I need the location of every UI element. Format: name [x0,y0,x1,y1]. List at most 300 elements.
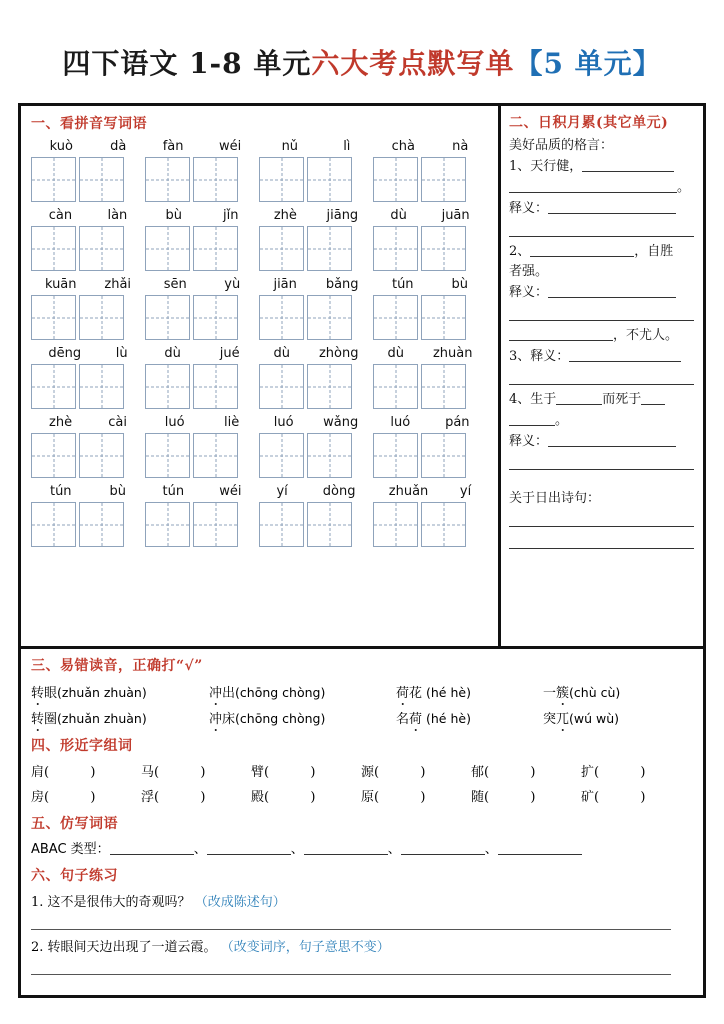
pinyin-word-group [259,346,373,409]
item-2-end-blank[interactable] [509,328,613,341]
character-grid-box[interactable] [307,364,352,409]
item-2-meaning-line [509,285,695,299]
pinyin-row [31,484,498,547]
pinyin-syllable: juān [441,208,470,223]
section-6-questions [31,891,693,975]
character: 出 [222,686,236,701]
pinyin-syllable: zhè [49,415,73,430]
pronunciation-choice-item[interactable] [543,682,693,701]
character-grid-box[interactable] [31,502,76,547]
character-box-pair [145,226,259,271]
answer-parentheses[interactable]: ( ) [44,790,107,805]
character-box-pair [31,226,145,271]
character: 马 [141,765,155,780]
item-2-blank[interactable] [530,244,634,257]
dotted-character: 冲 [209,682,222,701]
character-box-pair [259,157,373,202]
character-grid-box[interactable] [259,157,304,202]
character-grid-box[interactable] [31,433,76,478]
pinyin-labels [259,346,373,361]
character-grid-box[interactable] [307,433,352,478]
pinyin-word-group [373,139,487,202]
character-grid-box[interactable] [259,433,304,478]
character: 圈 [44,712,58,727]
item-1-label: 1、天行健， [509,159,583,174]
pinyin-word-group [145,139,259,202]
pronunciation-row [31,708,693,727]
pinyin-syllable: dù [390,208,407,223]
dotted-character: 兀 [556,708,569,727]
pinyin-syllable: wǎng [323,415,359,430]
pinyin-syllable: tún [162,484,185,499]
pinyin-syllable: càn [48,208,73,223]
character: 肩 [31,765,45,780]
character-box-pair [373,364,487,409]
character: 名 [396,712,410,727]
section-3-rows [31,682,693,727]
question-number: 2. [31,940,48,955]
pinyin-labels [31,139,145,154]
pinyin-word-group [145,415,259,478]
character: 随 [471,790,485,805]
item-3-blank-2[interactable] [509,372,694,385]
character-box-pair [31,364,145,409]
character-grid-box[interactable] [259,295,304,340]
pinyin-word-group [145,277,259,340]
item-2-tail2: 者强。 [509,264,549,279]
character-box-pair [259,226,373,271]
section-2-prompt: 美好品质的格言： [509,138,614,153]
pinyin-labels [259,277,373,292]
pinyin-row [31,415,498,478]
poem-label: 关于日出诗句： [509,491,601,506]
character: 突 [543,712,557,727]
item-2-meaning-blank[interactable] [548,285,676,298]
answer-line[interactable] [31,910,671,930]
title-segment-blue: 【5 单元】 [514,47,662,80]
pinyin-labels [145,484,259,499]
item-2-label: 2、 [509,244,531,259]
pronunciation-choice-item[interactable] [209,708,396,727]
character: 臂 [251,765,265,780]
character-grid-box[interactable] [373,433,418,478]
item-4-blank-2[interactable] [641,392,665,405]
pinyin-labels [31,484,145,499]
pinyin-syllable: lì [343,139,351,154]
abac-blank[interactable] [401,842,485,855]
pinyin-syllable: liè [224,415,240,430]
similar-character-item[interactable] [471,761,581,780]
character-grid-box[interactable] [259,364,304,409]
similar-character-item[interactable] [581,761,691,780]
item-2-tail: ，自胜 [634,244,674,259]
similar-character-item[interactable] [141,786,251,805]
pinyin-labels [145,346,259,361]
pronunciation-choice-item[interactable] [543,708,693,727]
pinyin-labels [145,415,259,430]
character-grid-box[interactable] [79,502,124,547]
character-grid-box[interactable] [31,226,76,271]
similar-character-item[interactable] [141,761,251,780]
pinyin-syllable: zhuàn [432,346,473,361]
section-4-rows [31,761,693,805]
abac-label: ABAC 类型： [31,842,110,857]
question-hint: （改变词序，句子意思不变） [220,940,390,955]
character: 浮 [141,790,155,805]
question-hint: （改成陈述句） [194,895,286,910]
character-grid-box[interactable] [421,226,466,271]
section-6-heading: 六、句子练习 [31,868,118,884]
pinyin-labels [259,484,373,499]
character: 花 [409,686,423,701]
character-grid-box[interactable] [79,226,124,271]
pinyin-syllable: lù [115,346,128,361]
answer-line[interactable] [31,955,671,975]
abac-blank[interactable] [498,842,582,855]
pinyin-syllable: dù [164,346,181,361]
character-box-pair [373,226,487,271]
pinyin-syllable: yù [224,277,241,292]
dotted-character: 荷 [396,682,409,701]
pinyin-syllable: bù [451,277,468,292]
character-box-pair [31,433,145,478]
character: 眼 [44,686,58,701]
answer-parentheses[interactable]: ( ) [44,765,107,780]
character-grid-box[interactable] [421,157,466,202]
character-grid-box[interactable] [373,226,418,271]
pinyin-syllable: zhuǎn [388,484,429,499]
pronunciation-choice-item[interactable] [209,682,396,701]
pinyin-syllable: wéi [219,484,242,499]
item-1-line [509,159,695,173]
pinyin-syllable: wéi [219,139,242,154]
character-grid-box[interactable] [421,433,466,478]
section-3-pronunciation [31,655,693,727]
pronunciation-choice-item[interactable] [396,682,543,701]
character: 殿 [251,790,265,805]
section-2-heading: 二、日积月累(其它单元) [509,115,669,131]
answer-parentheses[interactable]: ( ) [374,790,437,805]
pinyin-options[interactable]: (wú wù) [569,711,620,726]
pinyin-word-group [31,346,145,409]
pinyin-syllable: zhòng [318,346,359,361]
section-1-heading: 一、看拼音写词语 [31,116,147,132]
pinyin-syllable: bǎng [325,277,359,292]
dotted-character: 冲 [209,708,222,727]
item-3-line [509,349,695,363]
poem-blank-2[interactable] [509,536,694,549]
pronunciation-choice-item[interactable] [31,708,209,727]
pinyin-row [31,277,498,340]
character-grid-box[interactable] [193,226,238,271]
pinyin-syllable: bù [109,484,126,499]
character-grid-box[interactable] [307,226,352,271]
item-4-meaning-line [509,434,695,448]
pinyin-grid-container [31,139,498,547]
pinyin-syllable: cài [108,415,127,430]
character-grid-box[interactable] [145,502,190,547]
pinyin-syllable: tún [49,484,72,499]
pinyin-syllable: pán [445,415,470,430]
pinyin-syllable: jué [219,346,240,361]
character: 矿 [581,790,595,805]
pinyin-labels [31,277,145,292]
pinyin-syllable: zhè [273,208,297,223]
pinyin-syllable: dù [273,346,290,361]
pinyin-word-group [259,277,373,340]
character-grid-box[interactable] [145,157,190,202]
item-1-continuation [509,180,695,194]
similar-character-item[interactable] [31,786,141,805]
character-grid-box[interactable] [373,364,418,409]
item-2-line [509,244,695,258]
section-5-word-imitation [31,813,693,857]
character-grid-box[interactable] [307,157,352,202]
pinyin-syllable: zhǎi [104,277,132,292]
character-grid-box[interactable] [373,295,418,340]
item-1-end: 。 [677,180,691,195]
character: 房 [31,790,45,805]
character-grid-box[interactable] [31,295,76,340]
pinyin-options[interactable]: (chōng chòng) [235,685,326,700]
character-grid-box[interactable] [421,502,466,547]
section-3-heading: 三、易错读音，正确打“√” [31,658,203,674]
dotted-character: 转 [31,682,44,701]
similar-character-item[interactable] [581,786,691,805]
character-box-pair [145,157,259,202]
dotted-character: 荷 [409,708,422,727]
answer-parentheses[interactable]: ( ) [594,765,657,780]
character-box-pair [31,157,145,202]
pinyin-syllable: luó [164,415,185,430]
item-1-blank[interactable] [582,159,674,172]
pinyin-word-group [31,484,145,547]
answer-parentheses[interactable]: ( ) [154,790,217,805]
item-4-mid: 而死于 [602,392,642,407]
pinyin-labels [145,139,259,154]
pinyin-labels [31,208,145,223]
item-3-blank[interactable] [569,349,681,362]
pinyin-options[interactable]: (chōng chòng) [235,711,326,726]
section-2-daily-accumulation [501,106,703,646]
character-grid-box[interactable] [193,364,238,409]
blank-separator: 、 [290,842,304,857]
meaning-label-2: 释义： [509,285,549,300]
similar-character-row [31,761,693,780]
pinyin-options[interactable]: (hé hè) [422,685,471,700]
pinyin-syllable: yí [459,484,472,499]
pinyin-word-group [259,415,373,478]
meaning-label-4: 释义： [509,434,549,449]
item-4-continuation [509,413,695,427]
pinyin-labels [373,415,487,430]
character-grid-box[interactable] [145,226,190,271]
character-grid-box[interactable] [193,295,238,340]
pinyin-word-group [145,208,259,271]
item-2-end-tail: ，不尤人。 [613,328,679,343]
answer-parentheses[interactable]: ( ) [484,790,547,805]
character-grid-box[interactable] [145,364,190,409]
character-box-pair [31,295,145,340]
character-box-pair [145,502,259,547]
pinyin-row [31,208,498,271]
pinyin-labels [373,346,487,361]
answer-parentheses[interactable]: ( ) [594,790,657,805]
answer-parentheses[interactable]: ( ) [484,765,547,780]
character-grid-box[interactable] [79,295,124,340]
blank-separator: 、 [484,842,498,857]
dotted-character: 转 [31,708,44,727]
pinyin-syllable: dēng [48,346,82,361]
item-4-blank-1[interactable] [556,392,602,405]
section-4-similar-characters [31,735,693,805]
item-4-meaning-blank-2[interactable] [509,457,694,470]
top-area [21,106,703,646]
character-grid-box[interactable] [193,502,238,547]
character-grid-box[interactable] [307,502,352,547]
similar-character-row [31,786,693,805]
character-grid-box[interactable] [421,295,466,340]
character-grid-box[interactable] [373,157,418,202]
pinyin-word-group [31,415,145,478]
pinyin-options[interactable]: (zhuǎn zhuàn) [57,711,147,726]
answer-parentheses[interactable]: ( ) [374,765,437,780]
pinyin-word-group [259,139,373,202]
pinyin-labels [259,208,373,223]
section-5-heading: 五、仿写词语 [31,816,118,832]
pinyin-labels [259,415,373,430]
pinyin-syllable: kuān [44,277,77,292]
abac-blank-container [110,842,582,857]
character-grid-box[interactable] [193,157,238,202]
character-grid-box[interactable] [307,295,352,340]
sentence-question [31,936,693,955]
character-grid-box[interactable] [193,433,238,478]
pinyin-syllable: sēn [163,277,187,292]
blank-separator: 、 [387,842,401,857]
similar-character-item[interactable] [31,761,141,780]
answer-parentheses[interactable]: ( ) [264,765,327,780]
pinyin-syllable: nǔ [281,139,299,154]
character-box-pair [145,364,259,409]
item-4-meaning-blank[interactable] [548,434,676,447]
pinyin-syllable: jǐn [223,208,239,223]
section-6-sentence-practice [31,865,693,975]
section-4-heading: 四、形近字组词 [31,738,133,754]
pinyin-word-group [145,346,259,409]
character: 源 [361,765,375,780]
pinyin-labels [373,139,487,154]
pinyin-labels [259,139,373,154]
pinyin-syllable: bù [165,208,182,223]
blank-separator: 、 [193,842,207,857]
item-1-blank-2[interactable] [509,180,677,193]
pinyin-syllable: kuò [49,139,73,154]
pinyin-labels [373,484,487,499]
question-text: 这不是很伟大的奇观吗？ [47,895,195,910]
character-box-pair [259,502,373,547]
pronunciation-row [31,682,693,701]
pinyin-labels [373,277,487,292]
character-grid-box[interactable] [31,157,76,202]
item-2-end-line [509,328,695,342]
similar-character-item[interactable] [471,786,581,805]
character-grid-box[interactable] [145,295,190,340]
item-4-line [509,392,695,406]
worksheet-frame [18,103,706,998]
item-1-meaning-blank-2[interactable] [509,224,694,237]
pinyin-options[interactable]: (chù cù) [569,685,621,700]
similar-character-item[interactable] [251,761,361,780]
character-grid-box[interactable] [79,157,124,202]
answer-parentheses[interactable]: ( ) [154,765,217,780]
meaning-label-1: 释义： [509,201,549,216]
abac-blank[interactable] [110,842,194,855]
character-grid-box[interactable] [373,502,418,547]
abac-blank[interactable] [304,842,388,855]
pinyin-word-group [145,484,259,547]
item-1-meaning-blank[interactable] [548,201,676,214]
question-text: 转眼间天边出现了一道云霞。 [47,940,221,955]
section-1-pinyin-words [21,106,501,646]
pinyin-syllable: tún [391,277,414,292]
pinyin-syllable: fàn [162,139,184,154]
question-number: 1. [31,895,48,910]
pinyin-options[interactable]: (zhuǎn zhuàn) [57,685,147,700]
character-grid-box[interactable] [79,364,124,409]
similar-character-item[interactable] [361,761,471,780]
title-segment-red: 六大考点默写单 [311,47,515,80]
pronunciation-choice-item[interactable] [31,682,209,701]
answer-parentheses[interactable]: ( ) [264,790,327,805]
character-grid-box[interactable] [421,364,466,409]
character-grid-box[interactable] [79,433,124,478]
pinyin-syllable: dòng [322,484,356,499]
character-box-pair [259,295,373,340]
poem-blank-1[interactable] [509,514,694,527]
pinyin-row [31,139,498,202]
pinyin-syllable: làn [107,208,128,223]
pinyin-word-group [373,346,487,409]
character-grid-box[interactable] [259,226,304,271]
character-box-pair [145,433,259,478]
character-box-pair [145,295,259,340]
pinyin-syllable: luó [273,415,294,430]
pinyin-labels [145,277,259,292]
pinyin-word-group [31,277,145,340]
similar-character-item[interactable] [361,786,471,805]
character-grid-box[interactable] [31,364,76,409]
abac-blank[interactable] [207,842,291,855]
pinyin-word-group [373,277,487,340]
character-grid-box[interactable] [145,433,190,478]
pinyin-labels [31,346,145,361]
pinyin-syllable: luó [390,415,411,430]
pinyin-word-group [373,415,487,478]
item-4-blank-3[interactable] [509,413,555,426]
pinyin-syllable: nà [452,139,469,154]
pinyin-row [31,346,498,409]
character-grid-box[interactable] [259,502,304,547]
item-3-label: 3、释义： [509,349,570,364]
pinyin-word-group [31,208,145,271]
item-2-meaning-blank-2[interactable] [509,308,694,321]
similar-character-item[interactable] [251,786,361,805]
pronunciation-choice-item[interactable] [396,708,543,727]
pinyin-word-group [259,208,373,271]
pinyin-options[interactable]: (hé hè) [422,711,471,726]
pinyin-labels [31,415,145,430]
